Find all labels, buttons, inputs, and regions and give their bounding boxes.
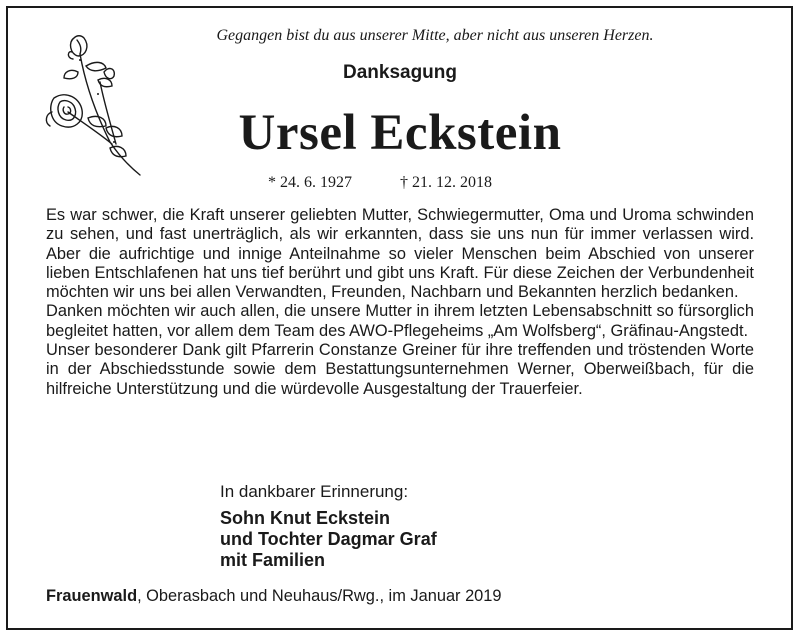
memory-line: In dankbarer Erinnerung: xyxy=(220,482,409,501)
deceased-name: Ursel Eckstein xyxy=(238,105,562,161)
signer-line: Sohn Knut Eckstein xyxy=(220,508,391,528)
paragraph: Es war schwer, die Kraft unserer geliebten Mutter, Schwiegermutter, Oma und Uroma schwinden zu sehen, und fast unerträglich, als wir erkannten, dass sie uns nun für immer verlassen wird. Aber die aufrichtige und innige Anteilnahme so vieler Menschen beim Abschied von unserer lieben Entschlafenen hat uns tief berührt und gibt uns Kraft. Für diese Zeichen der Verbundenheit möchten wir uns bei allen Verwandten, Freunden, Nachbarn und Bekannten herzlich bedanken. xyxy=(46,206,754,302)
place-date-line xyxy=(46,587,502,606)
death-date: † 21. 12. 2018 xyxy=(400,174,492,191)
paragraph: Danken möchten wir auch allen, die unsere Mutter in ihrem letzten Lebensabschnitt so fürsorglich begleitet hatten, vor allem dem Team des AWO-Pflegeheims „Am Wolfsberg“, Gräfinau-Angstedt. xyxy=(46,302,754,340)
place-rest: , Oberasbach und Neuhaus/Rwg., im Januar 2019 xyxy=(137,587,502,605)
life-dates xyxy=(268,174,492,192)
paragraph: Unser besonderer Dank gilt Pfarrerin Constanze Greiner für ihre treffenden und tröstenden Worte in der Abschiedsstunde sowie dem Bestattungsunternehmen Werner, Oberweißbach, für die hilfreiche Unterstützung und die würdevolle Ausgestaltung der Trauerfeier. xyxy=(46,341,754,398)
birth-date: * 24. 6. 1927 xyxy=(268,174,352,191)
page-title: Danksagung xyxy=(342,62,458,83)
signer-line: mit Familien xyxy=(220,550,326,570)
town-name: Frauenwald xyxy=(46,587,138,605)
signer-line: und Tochter Dagmar Graf xyxy=(220,529,437,549)
notice-body xyxy=(46,206,754,399)
motto: Gegangen bist du aus unserer Mitte, aber nicht aus unseren Herzen. xyxy=(216,27,654,44)
signers xyxy=(220,508,437,571)
rose-illustration xyxy=(40,32,150,177)
